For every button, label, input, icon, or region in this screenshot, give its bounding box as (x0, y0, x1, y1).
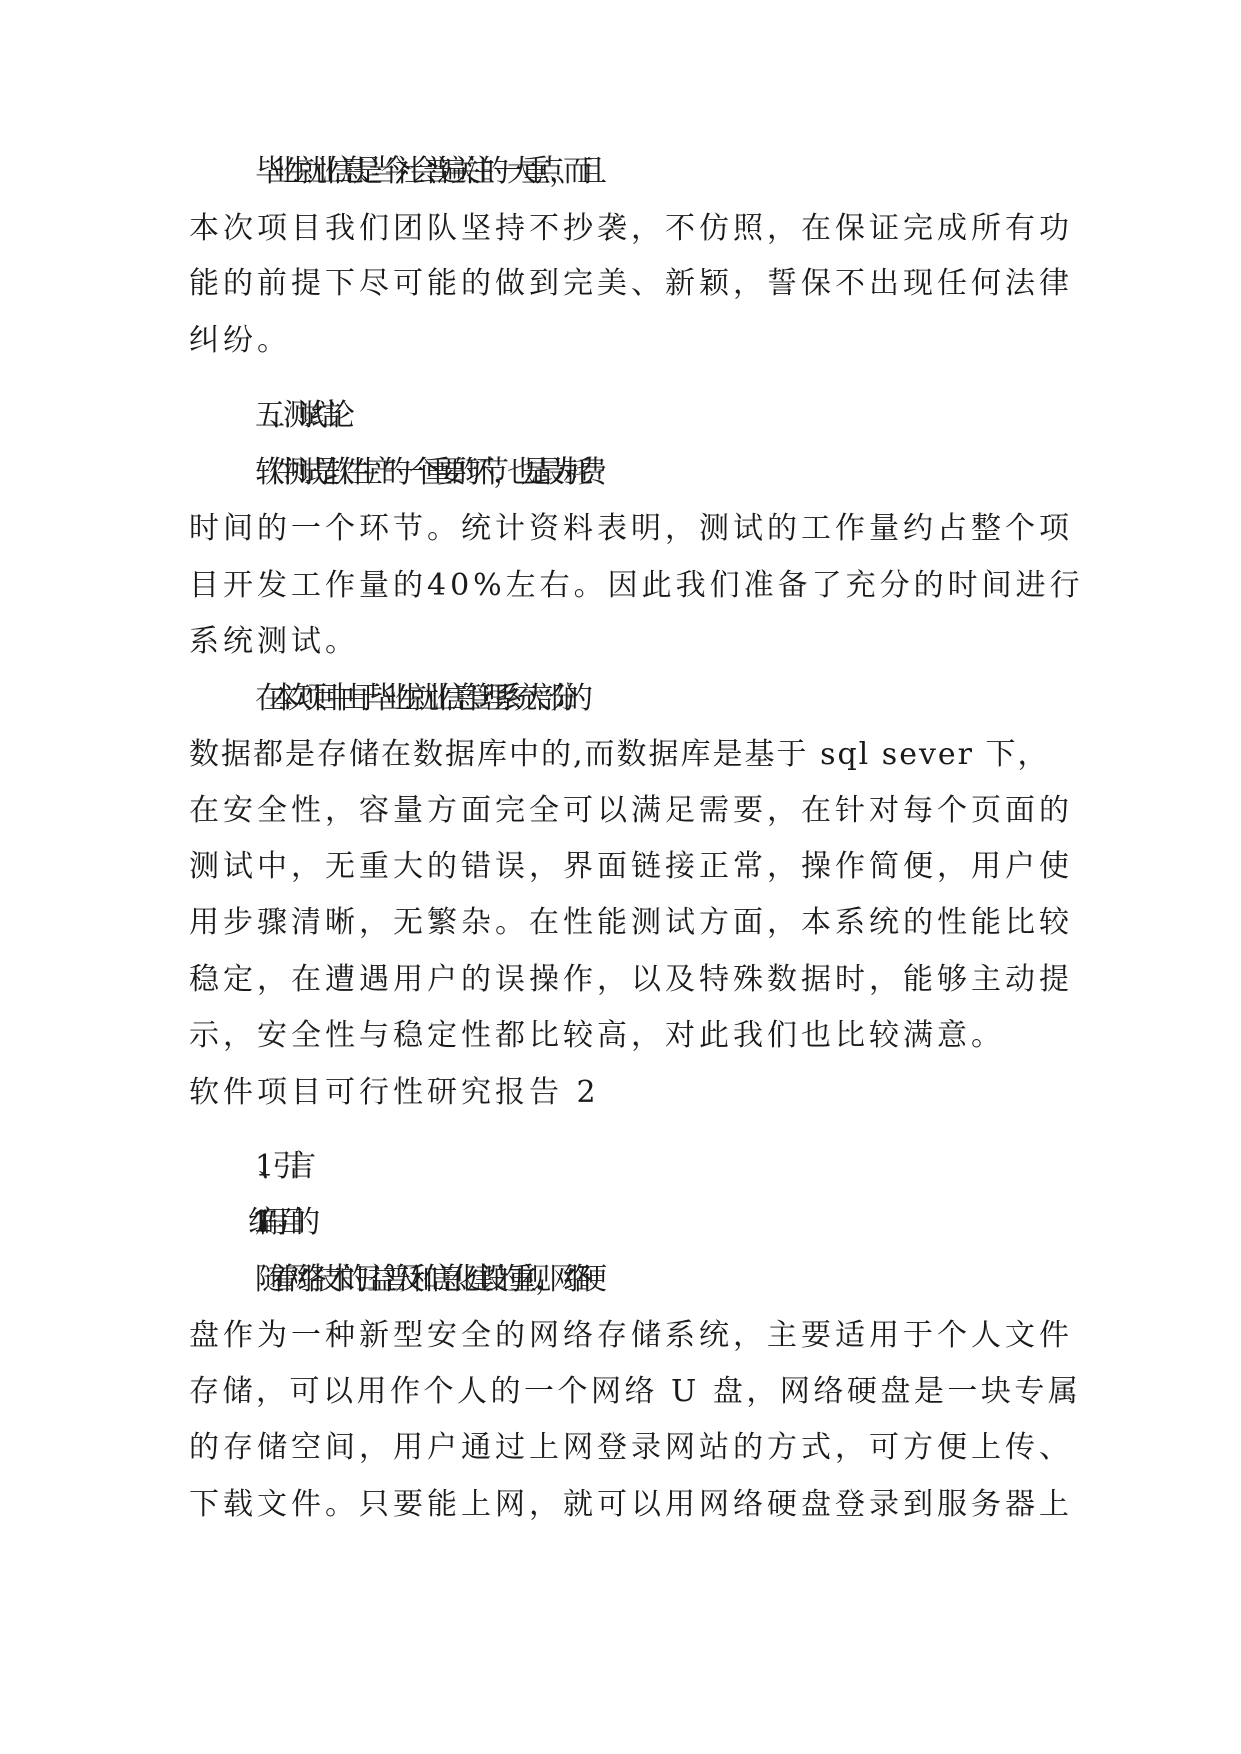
section-5-heading: 五、测试结论 (255, 398, 339, 433)
para-project-line: 稳定，在遭遇用户的误操作，以及特殊数据时，能够主动提 (189, 962, 1073, 997)
para-purpose-line: 随着网络技术的日益普及和信息化建设的重视，网络硬 (255, 1262, 591, 1297)
para-project-line: 在本次项目中由于毕业生就业信息管理系统大部分的 (255, 681, 577, 716)
para-testing-line: 系统测试。 (189, 624, 359, 659)
para-purpose-line: 下载文件。只要能上网，就可以用网络硬盘登录到服务器上 (189, 1487, 1073, 1522)
section-1-heading: 1、引言 (255, 1149, 301, 1184)
para-purpose-line: 的存储空间，用户通过上网登录网站的方式，可方便上传、 (189, 1430, 1073, 1465)
para-purpose-line: 存储，可以用作个人的一个网络 U 盘，网络硬盘是一块专属 (189, 1374, 1082, 1409)
para-purpose-line: 盘作为一种新型安全的网络存储系统，主要适用于个人文件 (189, 1318, 1073, 1353)
para-project-line: 示，安全性与稳定性都比较高，对此我们也比较满意。 (189, 1018, 1005, 1053)
para-project-line: 在安全性，容量方面完全可以满足需要，在针对每个页面的 (189, 793, 1073, 828)
para-intro-line: 毕业生就业信息是当今社会普遍关注的一大重点，而且 (255, 154, 591, 189)
para-project-line: 测试中，无重大的错误，界面链接正常，操作简便，用户使 (189, 849, 1073, 884)
para-intro-line: 能的前提下尽可能的做到完美、新颖，誓保不出现任何法律 (189, 266, 1073, 301)
section-1-1-heading: 1.1 编写目的 (255, 1205, 305, 1240)
para-testing-line: 时间的一个环节。统计资料表明，测试的工作量约占整个项 (189, 511, 1073, 546)
para-testing-line: 目开发工作量的40%左右。因此我们准备了充分的时间进行 (189, 568, 1084, 603)
para-intro-line: 本次项目我们团队坚持不抄袭，不仿照，在保证完成所有功 (189, 211, 1073, 246)
report-title: 软件项目可行性研究报告 2 (189, 1075, 600, 1110)
para-intro-line: 纠纷。 (189, 323, 291, 358)
para-testing-line: 软件测试是软件生产的一个重要的环节，也是最为耗费 (255, 455, 591, 490)
para-project-line: 用步骤清晰，无繁杂。在性能测试方面，本系统的性能比较 (189, 905, 1073, 940)
para-project-line: 数据都是存储在数据库中的,而数据库是基于 sql sever 下， (189, 737, 1050, 772)
